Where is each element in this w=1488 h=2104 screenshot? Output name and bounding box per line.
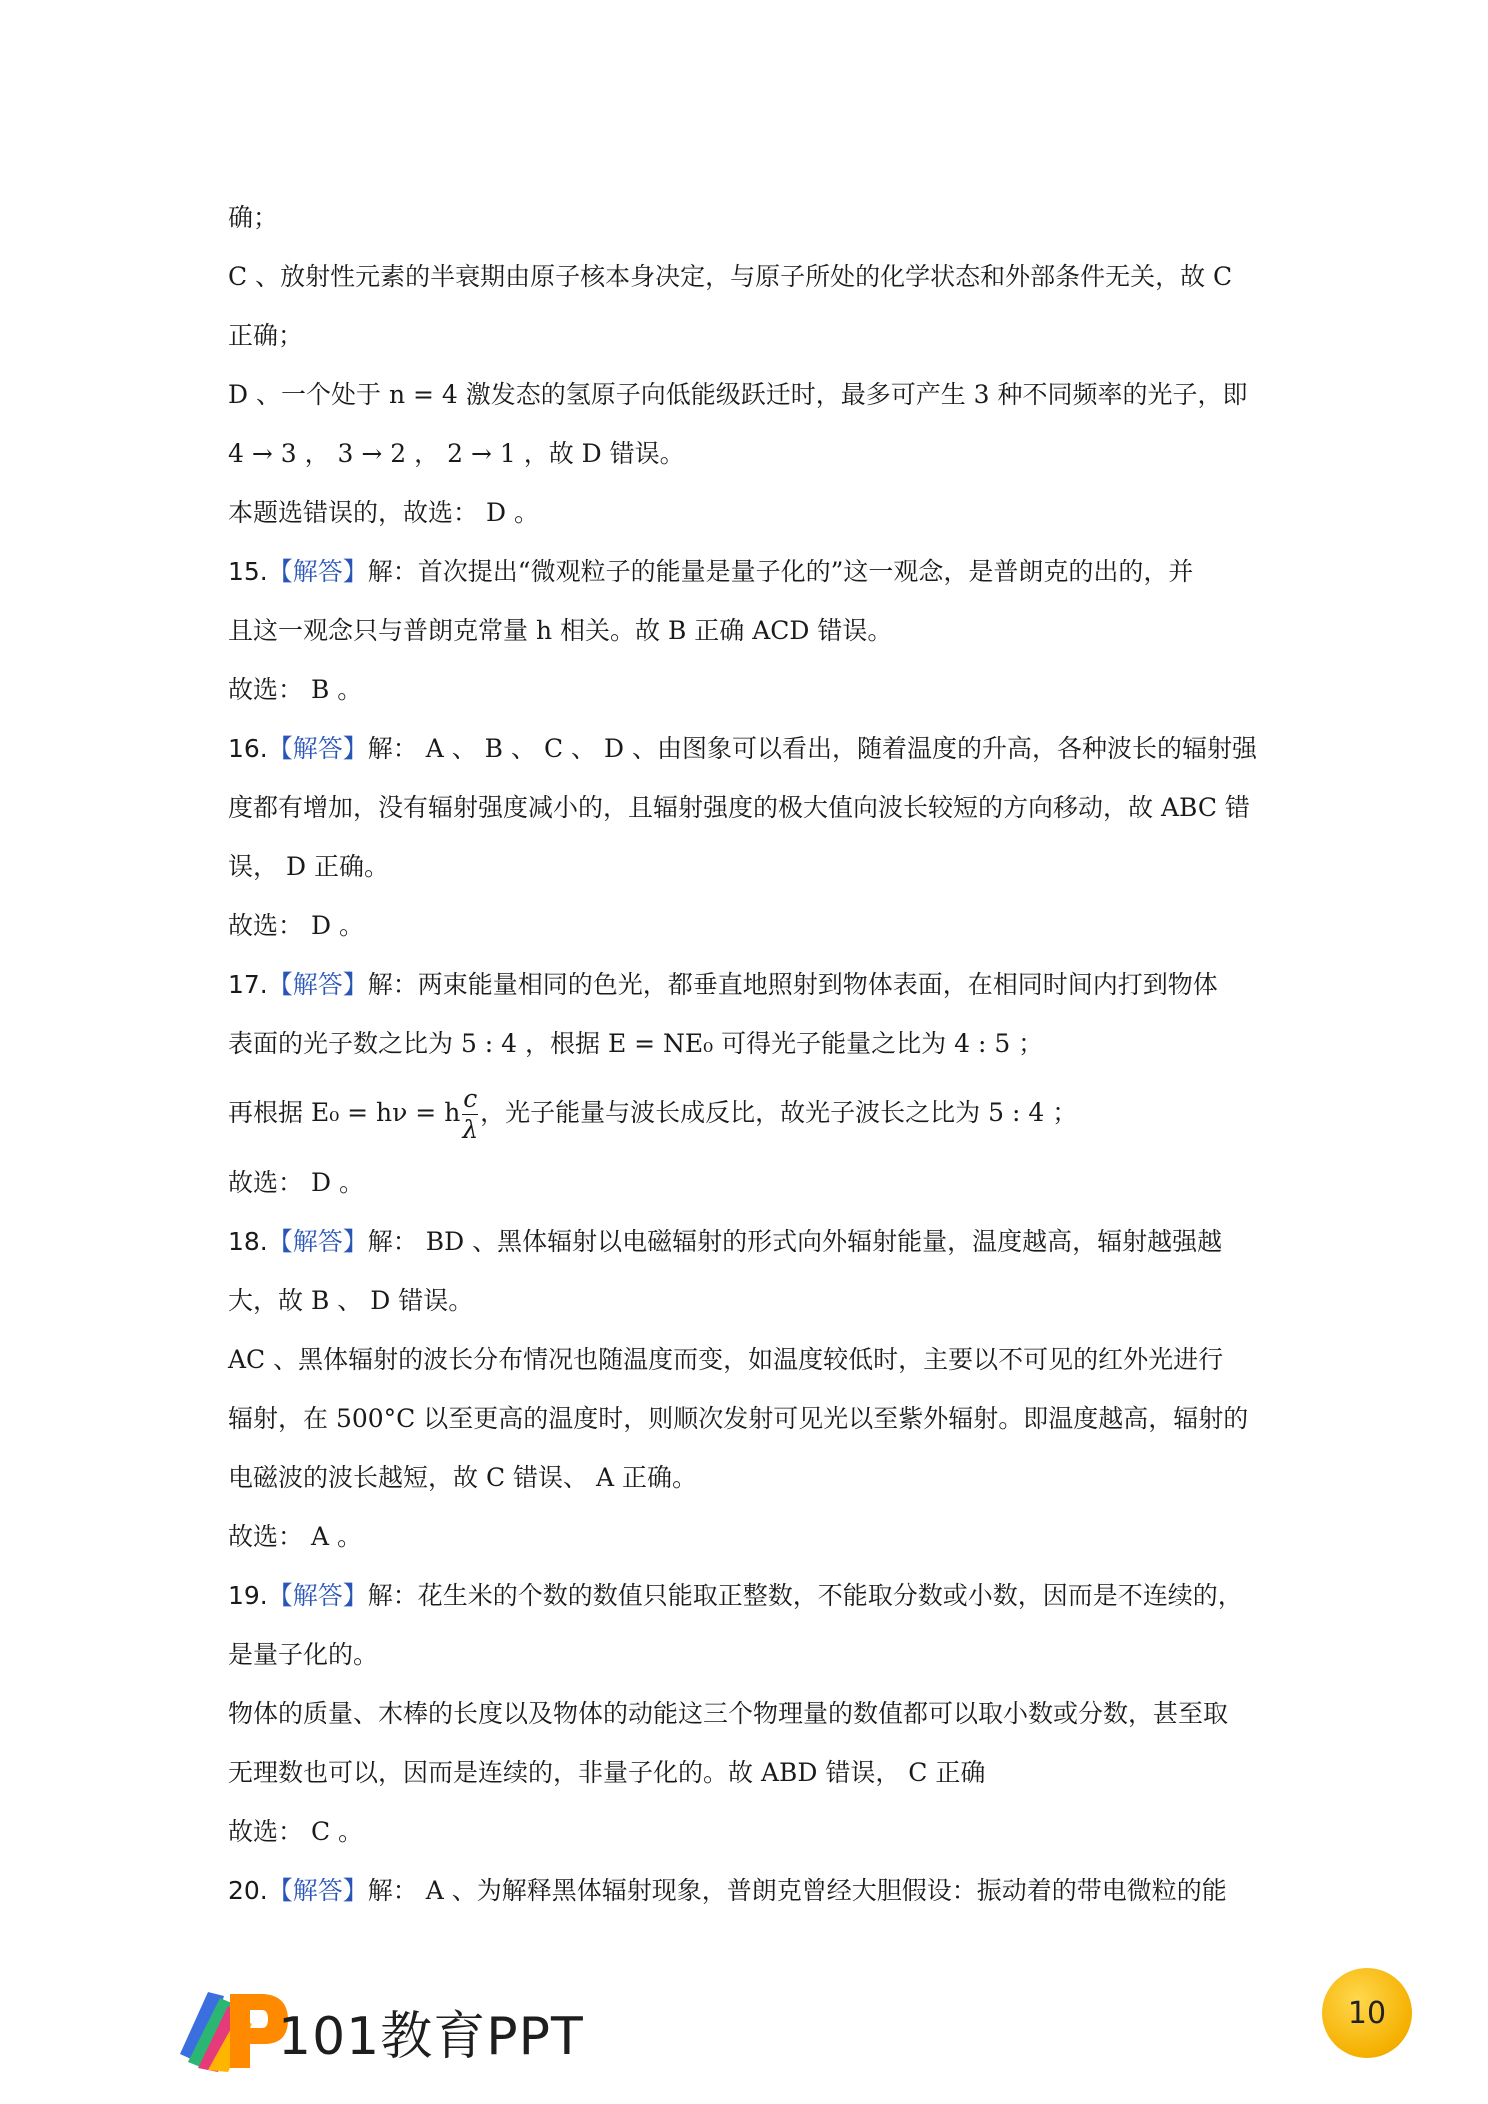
text-line: 正确；	[228, 321, 304, 350]
text-line: 表面的光子数之比为 5 : 4 ，根据 E = NE₀ 可得光子能量之比为 4 : 5 ；	[228, 1029, 1044, 1058]
question-20-line	[228, 1861, 1274, 1920]
answer-tag: 【解答】	[267, 1876, 368, 1905]
text-line: 电磁波的波长越短，故 C 错误、 A 正确。	[228, 1463, 697, 1492]
answer-tag: 【解答】	[267, 1581, 368, 1610]
page-number-badge	[1322, 1968, 1412, 2058]
question-number: 16.	[228, 734, 268, 763]
answer-tag: 【解答】	[267, 734, 368, 763]
text-line: 本题选错误的，故选： D 。	[228, 498, 539, 527]
text-line: C 、放射性元素的半衰期由原子核本身决定，与原子所处的化学状态和外部条件无关，故 C	[228, 262, 1233, 291]
question-number: 17.	[228, 970, 268, 999]
answer-text: 解：两束能量相同的色光，都垂直地照射到物体表面，在相同时间内打到物体	[367, 970, 1218, 999]
formula-text: 再根据 E₀ = hν = h	[228, 1098, 461, 1127]
question-19-line	[228, 1566, 1274, 1625]
text-line: 物体的质量、木棒的长度以及物体的动能这三个物理量的数值都可以取小数或分数，甚至取	[228, 1699, 1229, 1728]
answer-text: 解： A 、 B 、 C 、 D 、由图象可以看出，随着温度的升高，各种波长的辐射强	[367, 734, 1257, 763]
text-line: 且这一观念只与普朗克常量 h 相关。故 B 正确 ACD 错误。	[228, 616, 893, 645]
text-line: 大，故 B 、 D 错误。	[228, 1286, 474, 1315]
text-line: AC 、黑体辐射的波长分布情况也随温度而变，如温度较低时，主要以不可见的红外光进行	[228, 1345, 1224, 1374]
answer-tag: 【解答】	[267, 557, 368, 586]
text-line: 故选： D 。	[228, 911, 364, 940]
question-number: 18.	[228, 1227, 268, 1256]
text-line: 故选： D 。	[228, 1168, 364, 1197]
question-number: 20.	[228, 1876, 268, 1905]
text-line: 确；	[228, 203, 279, 232]
fraction	[462, 1084, 478, 1145]
text-line: 故选： A 。	[228, 1522, 362, 1551]
formula-line	[228, 1073, 1274, 1153]
question-16-line	[228, 719, 1274, 778]
text-line: D 、一个处于 n = 4 激发态的氢原子向低能级跃迁时，最多可产生 3 种不同频率的光子，即	[228, 380, 1248, 409]
fraction-numerator: c	[463, 1084, 478, 1113]
text-line: 辐射，在 500°C 以至更高的温度时，则顺次发射可见光以至紫外辐射。即温度越高，辐射的	[228, 1404, 1249, 1433]
document-body	[228, 188, 1274, 1920]
answer-tag: 【解答】	[267, 1227, 368, 1256]
answer-text: 解：花生米的个数的数值只能取正整数，不能取分数或小数，因而是不连续的，	[367, 1581, 1243, 1610]
fraction-denominator: λ	[462, 1115, 479, 1144]
answer-text: 解：首次提出“微观粒子的能量是量子化的”这一观念，是普朗克的出的，并	[367, 557, 1194, 586]
answer-tag: 【解答】	[267, 970, 368, 999]
answer-text: 解： A 、为解释黑体辐射现象，普朗克曾经大胆假设：振动着的带电微粒的能	[367, 1876, 1227, 1905]
text-line: 故选： C 。	[228, 1817, 364, 1846]
text-line: 度都有增加，没有辐射强度减小的，且辐射强度的极大值向波长较短的方向移动，故 ABC 错	[228, 793, 1250, 822]
formula-text: ，光子能量与波长成反比，故光子波长之比为 5 : 4 ；	[480, 1098, 1078, 1127]
brand-name: 101教育PPT	[278, 2007, 584, 2067]
question-18-line	[228, 1212, 1274, 1271]
page-number: 10	[1347, 1995, 1387, 2031]
text-line: 误， D 正确。	[228, 852, 389, 881]
question-number: 15.	[228, 557, 268, 586]
text-line: 故选： B 。	[228, 675, 363, 704]
text-line: 无理数也可以，因而是连续的，非量子化的。故 ABD 错误， C 正确	[228, 1758, 986, 1787]
answer-text: 解： BD 、黑体辐射以电磁辐射的形式向外辐射能量，温度越高，辐射越强越	[367, 1227, 1223, 1256]
question-17-line	[228, 955, 1274, 1014]
text-line: 是量子化的。	[228, 1640, 379, 1669]
text-line: 4 → 3 ， 3 → 2 ， 2 → 1 ，故 D 错误。	[228, 439, 685, 468]
question-number: 19.	[228, 1581, 268, 1610]
question-15-line	[228, 542, 1274, 601]
